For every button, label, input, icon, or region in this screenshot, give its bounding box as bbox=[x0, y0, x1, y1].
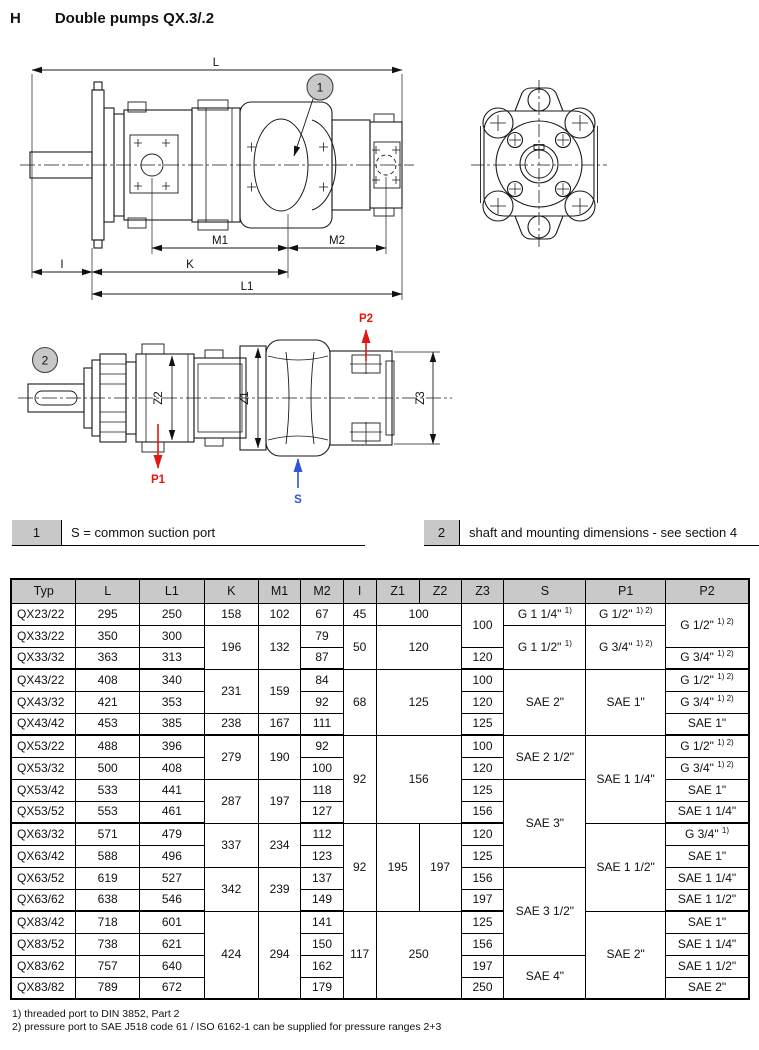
table-cell: 363 bbox=[76, 647, 139, 669]
table-cell: 408 bbox=[139, 757, 204, 779]
column-header-p1: P1 bbox=[586, 579, 666, 603]
table-cell: 479 bbox=[139, 823, 204, 845]
column-header-typ: Typ bbox=[11, 579, 76, 603]
table-cell: 239 bbox=[258, 867, 301, 911]
port-label-s: S bbox=[294, 494, 302, 506]
cell-typ: QX43/22 bbox=[11, 669, 76, 691]
table-cell: 496 bbox=[139, 845, 204, 867]
dim-label-k: K bbox=[186, 259, 194, 271]
table-cell: SAE 2" bbox=[504, 669, 586, 735]
table-cell: 396 bbox=[139, 735, 204, 757]
dim-label-z1: Z1 bbox=[239, 391, 251, 405]
table-cell: 287 bbox=[204, 779, 258, 823]
table-cell: G 3/4" $^{1) 2)}$ bbox=[666, 691, 749, 713]
table-cell: 640 bbox=[139, 955, 204, 977]
page-title: Double pumps QX.3/.2 bbox=[54, 10, 215, 27]
table-cell: 117 bbox=[343, 911, 376, 999]
pump-side-and-front-drawing bbox=[0, 56, 759, 306]
table-cell: SAE 3 1/2" bbox=[504, 867, 586, 955]
table-cell: 234 bbox=[258, 823, 301, 867]
cell-typ: QX23/22 bbox=[11, 603, 76, 625]
table-cell: 197 bbox=[461, 955, 504, 977]
table-cell: 424 bbox=[204, 911, 258, 999]
table-cell: SAE 1 1/4" bbox=[666, 801, 749, 823]
table-cell: 350 bbox=[76, 625, 139, 647]
cell-typ: QX83/62 bbox=[11, 955, 76, 977]
table-cell: 500 bbox=[76, 757, 139, 779]
column-header-i: I bbox=[343, 579, 376, 603]
table-cell: SAE 2 1/2" bbox=[504, 735, 586, 779]
table-cell: 621 bbox=[139, 933, 204, 955]
table-cell: 68 bbox=[343, 669, 376, 735]
table-cell: 141 bbox=[301, 911, 343, 933]
table-cell: SAE 1 1/4" bbox=[666, 933, 749, 955]
callout-1-number: 1 bbox=[316, 80, 324, 95]
dim-label-m1: M1 bbox=[212, 235, 228, 247]
note-suction-port bbox=[12, 520, 365, 546]
table-cell: 156 bbox=[461, 867, 504, 889]
table-cell: SAE 1 1/2" bbox=[666, 889, 749, 911]
table-cell: 789 bbox=[76, 977, 139, 999]
note-2-badge: 2 bbox=[424, 520, 460, 545]
table-cell: G 1 1/2" $^{1)}$ bbox=[504, 625, 586, 669]
table-cell: SAE 1 1/4" bbox=[586, 735, 666, 823]
table-cell: G 1/2" $^{1) 2)}$ bbox=[666, 735, 749, 757]
table-cell: SAE 1 1/2" bbox=[586, 823, 666, 911]
table-cell: 158 bbox=[204, 603, 258, 625]
callout-2-number: 2 bbox=[41, 353, 49, 368]
cell-typ: QX63/52 bbox=[11, 867, 76, 889]
column-header-k: K bbox=[204, 579, 258, 603]
table-cell: 125 bbox=[376, 669, 461, 735]
table-header-row bbox=[11, 579, 749, 603]
table-cell: 757 bbox=[76, 955, 139, 977]
cell-typ: QX83/82 bbox=[11, 977, 76, 999]
column-header-z1: Z1 bbox=[376, 579, 419, 603]
table-cell: 127 bbox=[301, 801, 343, 823]
table-cell: 179 bbox=[301, 977, 343, 999]
table-cell: 672 bbox=[139, 977, 204, 999]
table-cell: 441 bbox=[139, 779, 204, 801]
cell-typ: QX63/42 bbox=[11, 845, 76, 867]
table-cell: 197 bbox=[258, 779, 301, 823]
table-cell: 295 bbox=[76, 603, 139, 625]
table-cell: 553 bbox=[76, 801, 139, 823]
dimensions-table bbox=[10, 578, 750, 1000]
table-cell: 120 bbox=[461, 757, 504, 779]
table-cell: SAE 2" bbox=[586, 911, 666, 999]
table-cell: G 3/4" $^{1)}$ bbox=[666, 823, 749, 845]
table-cell: 197 bbox=[419, 823, 461, 911]
table-cell: 718 bbox=[76, 911, 139, 933]
table-cell: 125 bbox=[461, 911, 504, 933]
table-cell: 150 bbox=[301, 933, 343, 955]
table-row bbox=[11, 735, 749, 757]
table-cell: 120 bbox=[376, 625, 461, 669]
table-cell: 92 bbox=[343, 735, 376, 823]
side-view-drawing bbox=[20, 70, 414, 300]
cell-typ: QX43/32 bbox=[11, 691, 76, 713]
table-cell: 118 bbox=[301, 779, 343, 801]
table-row bbox=[11, 669, 749, 691]
table-cell: 638 bbox=[76, 889, 139, 911]
table-cell: SAE 1 1/2" bbox=[666, 955, 749, 977]
table-cell: 79 bbox=[301, 625, 343, 647]
footnotes bbox=[12, 1008, 441, 1034]
footnote-1: 1) threaded port to DIN 3852, Part 2 bbox=[12, 1008, 180, 1020]
table-cell: 125 bbox=[461, 779, 504, 801]
table-cell: 92 bbox=[301, 735, 343, 757]
table-cell: G 1/2" $^{1) 2)}$ bbox=[666, 669, 749, 691]
table-cell: 408 bbox=[76, 669, 139, 691]
table-cell: G 3/4" $^{1) 2)}$ bbox=[666, 647, 749, 669]
table-cell: 533 bbox=[76, 779, 139, 801]
table-cell: 125 bbox=[461, 845, 504, 867]
cell-typ: QX83/42 bbox=[11, 911, 76, 933]
table-cell: 132 bbox=[258, 625, 301, 669]
table-cell: SAE 4" bbox=[504, 955, 586, 999]
table-cell: 250 bbox=[461, 977, 504, 999]
table-cell: 279 bbox=[204, 735, 258, 779]
column-header-z3: Z3 bbox=[461, 579, 504, 603]
table-cell: G 3/4" $^{1) 2)}$ bbox=[586, 625, 666, 669]
cell-typ: QX83/52 bbox=[11, 933, 76, 955]
table-cell: G 1 1/4" $^{1)}$ bbox=[504, 603, 586, 625]
column-header-p2: P2 bbox=[666, 579, 749, 603]
table-cell: 196 bbox=[204, 625, 258, 669]
table-cell: SAE 1" bbox=[586, 669, 666, 735]
table-cell: 92 bbox=[301, 691, 343, 713]
table-cell: G 1/2" $^{1) 2)}$ bbox=[586, 603, 666, 625]
cell-typ: QX33/32 bbox=[11, 647, 76, 669]
table-cell: 197 bbox=[461, 889, 504, 911]
table-cell: 137 bbox=[301, 867, 343, 889]
note-shaft-dimensions bbox=[424, 520, 759, 546]
footnote-2: 2) pressure port to SAE J518 code 61 / ISO 6162-1 can be supplied for pressure ranges 2+3 bbox=[12, 1021, 442, 1033]
table-row bbox=[11, 911, 749, 933]
dim-label-z2: Z2 bbox=[153, 391, 165, 405]
table-cell: 250 bbox=[139, 603, 204, 625]
dim-label-l: L bbox=[212, 57, 220, 69]
table-cell: 50 bbox=[343, 625, 376, 669]
table-cell: 162 bbox=[301, 955, 343, 977]
cell-typ: QX43/42 bbox=[11, 713, 76, 735]
table-body bbox=[11, 603, 749, 999]
table-cell: 167 bbox=[258, 713, 301, 735]
table-cell: 337 bbox=[204, 823, 258, 867]
table-header-row bbox=[11, 579, 749, 603]
table-cell: 67 bbox=[301, 603, 343, 625]
table-row bbox=[11, 603, 749, 625]
table-cell: G 1/2" $^{1) 2)}$ bbox=[666, 603, 749, 647]
table-cell: 112 bbox=[301, 823, 343, 845]
table-cell: 340 bbox=[139, 669, 204, 691]
dim-label-z3: Z3 bbox=[415, 391, 427, 405]
table-cell: 120 bbox=[461, 691, 504, 713]
table-cell: 120 bbox=[461, 647, 504, 669]
note-1-text: S = common suction port bbox=[71, 525, 216, 540]
table-cell: SAE 3" bbox=[504, 779, 586, 867]
table-cell: 92 bbox=[343, 823, 376, 911]
table-cell: 149 bbox=[301, 889, 343, 911]
cell-typ: QX63/32 bbox=[11, 823, 76, 845]
table-cell: SAE 2" bbox=[666, 977, 749, 999]
table-cell: SAE 1" bbox=[666, 713, 749, 735]
table-cell: 238 bbox=[204, 713, 258, 735]
table-cell: 453 bbox=[76, 713, 139, 735]
table-cell: 84 bbox=[301, 669, 343, 691]
table-cell: 300 bbox=[139, 625, 204, 647]
cell-typ: QX33/22 bbox=[11, 625, 76, 647]
table-cell: 156 bbox=[461, 801, 504, 823]
table-cell: 102 bbox=[258, 603, 301, 625]
cell-typ: QX53/52 bbox=[11, 801, 76, 823]
table-cell: 461 bbox=[139, 801, 204, 823]
table-cell: 250 bbox=[376, 911, 461, 999]
column-header-s: S bbox=[504, 579, 586, 603]
table-cell: 527 bbox=[139, 867, 204, 889]
dim-label-m2: M2 bbox=[329, 235, 345, 247]
column-header-m2: M2 bbox=[301, 579, 343, 603]
table-cell: 125 bbox=[461, 713, 504, 735]
table-cell: SAE 1" bbox=[666, 779, 749, 801]
table-cell: 100 bbox=[461, 669, 504, 691]
table-cell: 546 bbox=[139, 889, 204, 911]
table-cell: 588 bbox=[76, 845, 139, 867]
table-cell: 45 bbox=[343, 603, 376, 625]
table-cell: 601 bbox=[139, 911, 204, 933]
cell-typ: QX53/32 bbox=[11, 757, 76, 779]
table-cell: SAE 1" bbox=[666, 845, 749, 867]
table-cell: 100 bbox=[301, 757, 343, 779]
table-cell: SAE 1 1/4" bbox=[666, 867, 749, 889]
page-header bbox=[10, 10, 214, 27]
column-header-l: L bbox=[76, 579, 139, 603]
table-cell: 195 bbox=[376, 823, 419, 911]
pump-top-view-drawing bbox=[0, 306, 759, 516]
table-cell: 342 bbox=[204, 867, 258, 911]
table-cell: 738 bbox=[76, 933, 139, 955]
cell-typ: QX53/22 bbox=[11, 735, 76, 757]
drawing-notes bbox=[0, 520, 759, 548]
table-cell: 385 bbox=[139, 713, 204, 735]
table-row bbox=[11, 625, 749, 647]
note-1-badge: 1 bbox=[12, 520, 62, 545]
table-cell: 353 bbox=[139, 691, 204, 713]
port-label-p1: P1 bbox=[150, 474, 166, 486]
top-view-drawing bbox=[18, 330, 452, 488]
table-cell: 231 bbox=[204, 669, 258, 713]
table-cell: 488 bbox=[76, 735, 139, 757]
front-view-drawing bbox=[471, 80, 607, 250]
table-cell: 421 bbox=[76, 691, 139, 713]
note-2-text: shaft and mounting dimensions - see section 4 bbox=[469, 525, 738, 540]
table-cell: 120 bbox=[461, 823, 504, 845]
column-header-l1: L1 bbox=[139, 579, 204, 603]
port-label-p2: P2 bbox=[358, 313, 374, 325]
table-cell: 156 bbox=[461, 933, 504, 955]
column-header-m1: M1 bbox=[258, 579, 301, 603]
dim-label-i: I bbox=[60, 259, 64, 271]
dim-label-l1: L1 bbox=[240, 281, 254, 293]
table-cell: 100 bbox=[461, 603, 504, 647]
cell-typ: QX63/62 bbox=[11, 889, 76, 911]
section-letter: H bbox=[10, 10, 21, 27]
table-cell: 100 bbox=[461, 735, 504, 757]
table-cell: 619 bbox=[76, 867, 139, 889]
table-cell: 87 bbox=[301, 647, 343, 669]
cell-typ: QX53/42 bbox=[11, 779, 76, 801]
table-cell: SAE 1" bbox=[666, 911, 749, 933]
table-cell: 571 bbox=[76, 823, 139, 845]
column-header-z2: Z2 bbox=[419, 579, 461, 603]
table-cell: 111 bbox=[301, 713, 343, 735]
table-cell: 294 bbox=[258, 911, 301, 999]
table-cell: 100 bbox=[376, 603, 461, 625]
table-cell: 159 bbox=[258, 669, 301, 713]
table-row bbox=[11, 823, 749, 845]
table-cell: 313 bbox=[139, 647, 204, 669]
table-cell: 190 bbox=[258, 735, 301, 779]
table-cell: 156 bbox=[376, 735, 461, 823]
table-cell: G 3/4" $^{1) 2)}$ bbox=[666, 757, 749, 779]
table-cell: 123 bbox=[301, 845, 343, 867]
